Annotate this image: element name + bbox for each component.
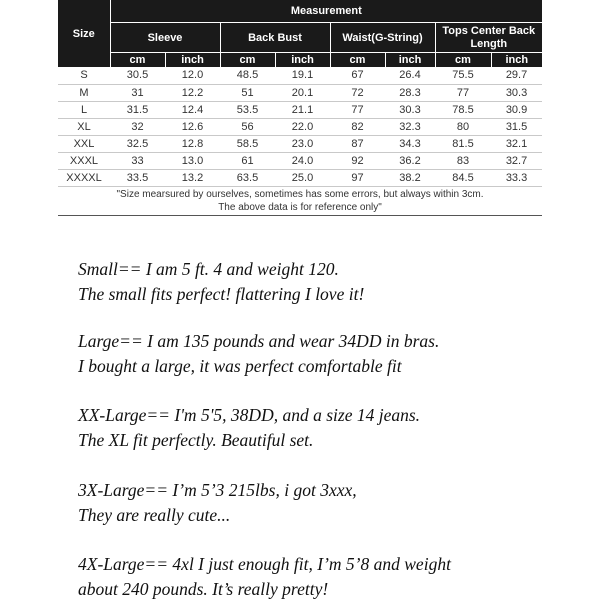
review-xx-large bbox=[78, 403, 598, 453]
size-note-line-1: "Size mearsured by ourselves, sometimes has some errors, but always within 3cm. bbox=[116, 188, 484, 200]
measurement-cell: 31 bbox=[110, 84, 165, 101]
measurement-cell: 61 bbox=[220, 152, 275, 169]
measurement-cell: 30.3 bbox=[491, 84, 542, 101]
sleeve-header: Sleeve bbox=[110, 23, 220, 53]
measurement-cell: 78.5 bbox=[435, 101, 491, 118]
review-line: I bought a large, it was perfect comfortable fit bbox=[78, 356, 402, 376]
measurement-cell: 21.1 bbox=[275, 101, 330, 118]
measurement-cell: 51 bbox=[220, 84, 275, 101]
measurement-cell: 34.3 bbox=[385, 135, 435, 152]
table-row bbox=[58, 118, 542, 135]
unit-header: cm bbox=[220, 53, 275, 68]
measurement-cell: 81.5 bbox=[435, 135, 491, 152]
measurement-cell: 87 bbox=[330, 135, 385, 152]
measurement-cell: 32.7 bbox=[491, 152, 542, 169]
unit-header: inch bbox=[275, 53, 330, 68]
measurement-cell: 31.5 bbox=[110, 101, 165, 118]
measurement-cell: 77 bbox=[435, 84, 491, 101]
measurement-cell: 20.1 bbox=[275, 84, 330, 101]
measurement-cell: 12.4 bbox=[165, 101, 220, 118]
waist-header: Waist(G-String) bbox=[330, 23, 435, 53]
review-line: Large== I am 135 pounds and wear 34DD in bras. bbox=[78, 331, 440, 351]
tops-length-header: Tops Center Back Length bbox=[435, 23, 542, 53]
review-line: The small fits perfect! flattering I love it! bbox=[78, 284, 365, 304]
review-3x-large bbox=[78, 478, 598, 528]
unit-header: cm bbox=[110, 53, 165, 68]
review-line: 3X-Large== I’m 5’3 215lbs, i got 3xxx, bbox=[78, 480, 357, 500]
measurement-cell: 30.3 bbox=[385, 101, 435, 118]
measurement-cell: 77 bbox=[330, 101, 385, 118]
size-note-line-2: The above data is for reference only" bbox=[218, 201, 382, 213]
size-note bbox=[58, 186, 542, 215]
measurement-cell: 28.3 bbox=[385, 84, 435, 101]
review-line: 4X-Large== 4xl I just enough fit, I’m 5’8 and weight bbox=[78, 554, 451, 574]
measurement-cell: 83 bbox=[435, 152, 491, 169]
review-line: about 240 pounds. It’s really pretty! bbox=[78, 579, 329, 599]
unit-header: inch bbox=[385, 53, 435, 68]
measurement-cell: 38.2 bbox=[385, 169, 435, 186]
measurement-cell: 24.0 bbox=[275, 152, 330, 169]
table-row bbox=[58, 67, 542, 84]
review-line: The XL fit perfectly. Beautiful set. bbox=[78, 430, 314, 450]
review-large bbox=[78, 329, 598, 379]
measurement-cell: 36.2 bbox=[385, 152, 435, 169]
measurement-cell: 58.5 bbox=[220, 135, 275, 152]
measurement-cell: 30.9 bbox=[491, 101, 542, 118]
measurement-cell: 22.0 bbox=[275, 118, 330, 135]
measurement-cell: 32.3 bbox=[385, 118, 435, 135]
measurement-cell: 32.1 bbox=[491, 135, 542, 152]
measurement-cell: 80 bbox=[435, 118, 491, 135]
size-label-cell: M bbox=[58, 84, 110, 101]
table-row bbox=[58, 152, 542, 169]
measurement-cell: 13.0 bbox=[165, 152, 220, 169]
measurement-cell: 29.7 bbox=[491, 67, 542, 84]
size-column-header: Size bbox=[58, 0, 110, 67]
measurement-cell: 53.5 bbox=[220, 101, 275, 118]
measurement-cell: 56 bbox=[220, 118, 275, 135]
measurement-cell: 31.5 bbox=[491, 118, 542, 135]
measurement-cell: 75.5 bbox=[435, 67, 491, 84]
size-label-cell: XL bbox=[58, 118, 110, 135]
measurement-cell: 32 bbox=[110, 118, 165, 135]
measurement-cell: 12.8 bbox=[165, 135, 220, 152]
measurement-cell: 63.5 bbox=[220, 169, 275, 186]
measurement-cell: 82 bbox=[330, 118, 385, 135]
table-row bbox=[58, 84, 542, 101]
measurement-cell: 33 bbox=[110, 152, 165, 169]
unit-header: cm bbox=[435, 53, 491, 68]
size-rows bbox=[58, 67, 542, 186]
table-row bbox=[58, 135, 542, 152]
measurement-cell: 12.6 bbox=[165, 118, 220, 135]
measurement-cell: 30.5 bbox=[110, 67, 165, 84]
measurement-cell: 12.0 bbox=[165, 67, 220, 84]
size-chart-table bbox=[58, 0, 542, 216]
back-bust-header: Back Bust bbox=[220, 23, 330, 53]
measurement-cell: 97 bbox=[330, 169, 385, 186]
table-row bbox=[58, 101, 542, 118]
review-line: Small== I am 5 ft. 4 and weight 120. bbox=[78, 259, 339, 279]
measurement-cell: 32.5 bbox=[110, 135, 165, 152]
measurement-cell: 25.0 bbox=[275, 169, 330, 186]
measurement-cell: 33.5 bbox=[110, 169, 165, 186]
size-label-cell: XXXXL bbox=[58, 169, 110, 186]
measurement-cell: 84.5 bbox=[435, 169, 491, 186]
measurement-header: Measurement bbox=[110, 0, 542, 23]
measurement-cell: 72 bbox=[330, 84, 385, 101]
unit-header: inch bbox=[165, 53, 220, 68]
measurement-cell: 67 bbox=[330, 67, 385, 84]
measurement-cell: 33.3 bbox=[491, 169, 542, 186]
measurement-cell: 19.1 bbox=[275, 67, 330, 84]
measurement-cell: 13.2 bbox=[165, 169, 220, 186]
measurement-cell: 12.2 bbox=[165, 84, 220, 101]
size-label-cell: S bbox=[58, 67, 110, 84]
review-4x-large bbox=[78, 552, 598, 602]
measurement-cell: 92 bbox=[330, 152, 385, 169]
review-line: XX-Large== I'm 5'5, 38DD, and a size 14 jeans. bbox=[78, 405, 421, 425]
measurement-cell: 26.4 bbox=[385, 67, 435, 84]
table-row bbox=[58, 169, 542, 186]
size-label-cell: XXXL bbox=[58, 152, 110, 169]
measurement-cell: 23.0 bbox=[275, 135, 330, 152]
review-line: They are really cute... bbox=[78, 505, 231, 525]
measurement-cell: 48.5 bbox=[220, 67, 275, 84]
review-small bbox=[78, 257, 598, 307]
unit-header: inch bbox=[491, 53, 542, 68]
unit-header: cm bbox=[330, 53, 385, 68]
size-label-cell: XXL bbox=[58, 135, 110, 152]
size-label-cell: L bbox=[58, 101, 110, 118]
